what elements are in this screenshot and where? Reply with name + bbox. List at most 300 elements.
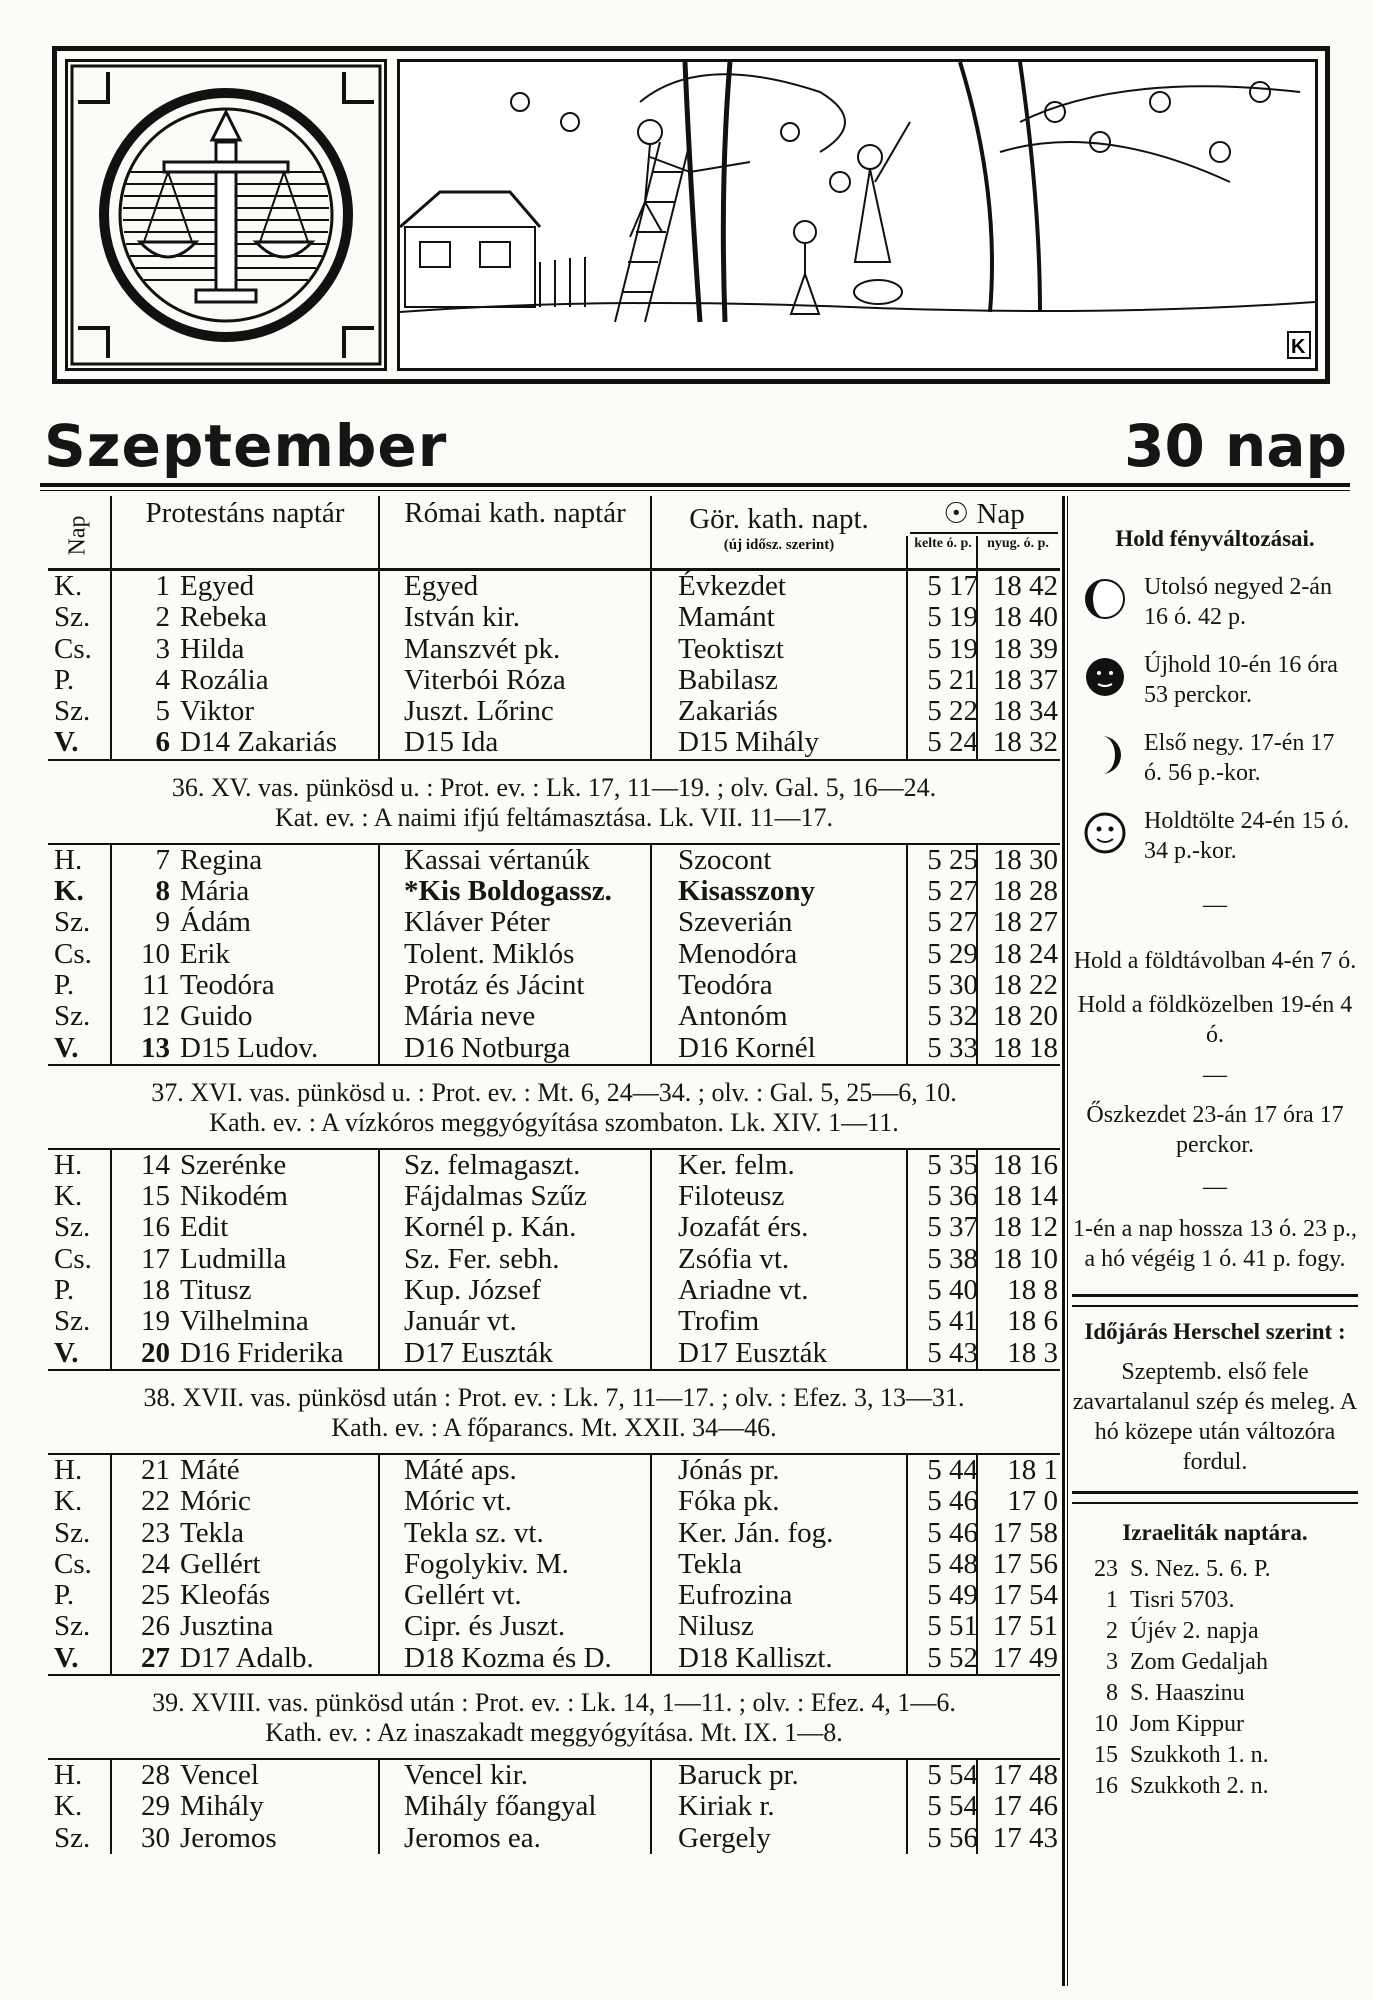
cell-rom: D17 Euszták	[404, 1336, 553, 1369]
cell-nyu: 17 58	[992, 1516, 1058, 1549]
cell-pro: Mária	[180, 875, 250, 908]
cell-day: K.	[54, 1180, 83, 1213]
cell-day: K.	[54, 1485, 83, 1518]
cell-nyu: 18 42	[992, 570, 1058, 602]
list-item	[1072, 1647, 1358, 1678]
cell-rom: Cipr. és Juszt.	[404, 1610, 566, 1643]
israel-day: 10	[1094, 1711, 1118, 1737]
cell-pro: Jeromos	[180, 1821, 277, 1854]
month-title: Szeptember	[44, 412, 448, 480]
cell-gor: Mamánt	[678, 601, 775, 634]
cell-nyu: 17 48	[992, 1759, 1058, 1792]
cell-gor: D18 Kalliszt.	[678, 1641, 833, 1674]
sidebar-divider	[1062, 496, 1065, 1986]
cell-gor: Fóka pk.	[678, 1485, 780, 1518]
cell-gor: Kisasszony	[678, 875, 815, 908]
cell-pro: Egyed	[180, 570, 255, 602]
week-block	[48, 1455, 1060, 1676]
cell-day: Sz.	[54, 1305, 91, 1338]
cell-num: 13	[141, 1031, 170, 1064]
cell-day: P.	[54, 968, 75, 1001]
cell-kel: 5 40	[927, 1274, 978, 1307]
cell-pro: Viktor	[180, 695, 254, 728]
sunday-gospel-note	[48, 1676, 1060, 1758]
phase-full-moon: Holdtölte 24-én 15 ó. 34 p.-kor.	[1072, 806, 1358, 884]
table-row	[48, 1823, 1060, 1854]
cell-kel: 5 30	[927, 968, 978, 1001]
israel-day: 8	[1106, 1680, 1118, 1706]
cell-kel: 5 37	[927, 1211, 978, 1244]
cell-kel: 5 43	[927, 1336, 978, 1369]
cell-kel: 5 54	[927, 1759, 978, 1792]
cell-kel: 5 19	[927, 632, 978, 665]
cell-pro: Titusz	[180, 1274, 252, 1307]
cell-kel: 5 24	[927, 726, 978, 759]
cell-kel: 5 56	[927, 1821, 978, 1854]
table-row	[48, 1244, 1060, 1275]
cell-gor: D16 Kornél	[678, 1031, 816, 1064]
phase-last-quarter: Utolsó negyed 2-án 16 ó. 42 p.	[1072, 572, 1358, 650]
cell-nyu: 18 34	[992, 695, 1058, 728]
cell-kel: 5 27	[927, 906, 978, 939]
table-row	[48, 571, 1060, 602]
cell-rom: D15 Ida	[404, 726, 499, 759]
cell-rom: Egyed	[404, 570, 479, 602]
cell-kel: 5 25	[927, 843, 978, 876]
table-row	[48, 1549, 1060, 1580]
cell-kel: 5 44	[927, 1453, 978, 1486]
cell-gor: D15 Mihály	[678, 726, 819, 759]
cell-num: 5	[155, 695, 170, 728]
cell-nyu: 18 8	[1007, 1274, 1058, 1307]
israel-event: S. Haaszinu	[1130, 1680, 1245, 1706]
table-header	[48, 496, 1060, 571]
week-block	[48, 571, 1060, 761]
cell-num: 24	[141, 1547, 170, 1580]
cell-pro: Teodóra	[180, 968, 275, 1001]
cell-pro: Nikodém	[180, 1180, 288, 1213]
cell-num: 23	[141, 1516, 170, 1549]
cell-day: Sz.	[54, 1000, 91, 1033]
cell-num: 25	[141, 1579, 170, 1612]
cell-num: 22	[141, 1485, 170, 1518]
cell-day: Sz.	[54, 1821, 91, 1854]
israel-event: Jom Kippur	[1130, 1711, 1244, 1737]
list-item	[1072, 1771, 1358, 1802]
table-row	[48, 1306, 1060, 1337]
israel-day: 1	[1106, 1587, 1118, 1613]
table-row	[48, 1580, 1060, 1611]
cell-kel: 5 33	[927, 1031, 978, 1064]
perigee-note: Hold a földközelben 19-én 4 ó.	[1077, 992, 1353, 1048]
cell-nyu: 18 14	[992, 1180, 1058, 1213]
cell-pro: Hilda	[180, 632, 245, 665]
cell-nyu: 18 24	[992, 937, 1058, 970]
cell-kel: 5 32	[927, 1000, 978, 1033]
table-row	[48, 939, 1060, 970]
cell-pro: Regina	[180, 843, 263, 876]
cell-pro: D14 Zakariás	[180, 726, 338, 759]
israel-day: 16	[1094, 1773, 1118, 1799]
cell-pro: Rebeka	[180, 601, 267, 634]
cell-nyu: 18 3	[1007, 1336, 1058, 1369]
calendar-table	[48, 496, 1060, 1854]
note-line: 38. XVII. vas. pünkösd után : Prot. ev. : Lk. 7, 11—17. ; olv. : Efez. 3, 13—31.	[143, 1382, 965, 1412]
cell-kel: 5 54	[927, 1790, 978, 1823]
week-block	[48, 1150, 1060, 1371]
cell-num: 26	[141, 1610, 170, 1643]
cell-pro: Erik	[180, 937, 230, 970]
libra-emblem	[65, 59, 387, 371]
cell-gor: Trofim	[678, 1305, 760, 1338]
table-row	[48, 1643, 1060, 1674]
cell-nyu: 18 16	[992, 1148, 1058, 1181]
table-row	[48, 1212, 1060, 1243]
cell-pro: Vencel	[180, 1759, 259, 1792]
artist-monogram: K	[1291, 336, 1306, 358]
cell-num: 3	[155, 632, 170, 665]
cell-day: Sz.	[54, 695, 91, 728]
cell-pro: Rozália	[180, 663, 269, 696]
cell-rom: Gellért vt.	[404, 1579, 522, 1612]
cell-num: 14	[141, 1148, 170, 1181]
cell-gor: Zakariás	[678, 695, 778, 728]
table-row	[48, 1518, 1060, 1549]
cell-rom: Kup. József	[404, 1274, 541, 1307]
cell-nyu: 18 18	[992, 1031, 1058, 1064]
cell-gor: Zsófia vt.	[678, 1242, 790, 1275]
cell-rom: Január vt.	[404, 1305, 517, 1338]
israelite-calendar-list	[1072, 1554, 1358, 1802]
cell-day: Sz.	[54, 1610, 91, 1643]
cell-num: 18	[141, 1274, 170, 1307]
list-item	[1072, 1616, 1358, 1647]
apple-harvest-illustration	[400, 62, 1315, 368]
cell-pro: Mihály	[180, 1790, 264, 1823]
cell-day: K.	[54, 1790, 83, 1823]
cell-kel: 5 19	[927, 601, 978, 634]
cell-kel: 5 17	[927, 570, 978, 602]
cell-nyu: 17 43	[992, 1821, 1058, 1854]
cell-nyu: 17 54	[992, 1579, 1058, 1612]
cell-pro: Ádám	[180, 906, 251, 939]
israelite-calendar-title: Izraeliták naptára.	[1122, 1520, 1308, 1545]
cell-nyu: 18 10	[992, 1242, 1058, 1275]
sunday-gospel-note	[48, 1066, 1060, 1148]
cell-day: P.	[54, 663, 75, 696]
cell-rom: Kassai vértanúk	[404, 843, 591, 876]
cell-gor: Kiriak r.	[678, 1790, 775, 1823]
israel-day: 15	[1094, 1742, 1118, 1768]
note-line: 39. XVIII. vas. pünkösd után : Prot. ev. : Lk. 14, 1—11. ; olv. : Efez. 4, 1—6.	[152, 1688, 956, 1718]
cell-nyu: 17 0	[1007, 1485, 1058, 1518]
cell-nyu: 18 32	[992, 726, 1058, 759]
cell-rom: D18 Kozma és D.	[404, 1641, 612, 1674]
sunday-gospel-note	[48, 1371, 1060, 1453]
cell-pro: Guido	[180, 1000, 253, 1033]
cell-gor: Filoteusz	[678, 1180, 785, 1213]
cell-gor: Nilusz	[678, 1610, 754, 1643]
cell-num: 1	[155, 570, 170, 602]
cell-num: 11	[142, 968, 170, 1001]
note-line: 36. XV. vas. pünkösd u. : Prot. ev. : Lk. 17, 11—19. ; olv. Gal. 5, 16—24.	[171, 772, 937, 802]
table-row	[48, 727, 1060, 758]
phase-first-quarter: Első negy. 17-én 17 ó. 56 p.-kor.	[1072, 728, 1358, 806]
sunday-gospel-note	[48, 761, 1060, 843]
cell-rom: Sz. Fer. sebh.	[404, 1242, 560, 1275]
israel-day: 3	[1106, 1649, 1118, 1675]
cell-rom: Kornél p. Kán.	[404, 1211, 577, 1244]
cell-nyu: 17 49	[992, 1641, 1058, 1674]
table-row	[48, 1611, 1060, 1642]
cell-num: 27	[141, 1641, 170, 1674]
cell-nyu: 18 40	[992, 601, 1058, 634]
title-rule	[40, 483, 1350, 487]
cell-rom: Jeromos ea.	[404, 1821, 541, 1854]
cell-rom: Tolent. Miklós	[404, 937, 575, 970]
list-item	[1072, 1740, 1358, 1771]
col-set-header: nyug. ó. p.	[987, 536, 1049, 551]
table-row	[48, 970, 1060, 1001]
apple-harvest-scene	[397, 59, 1318, 371]
cell-rom: Vencel kir.	[404, 1759, 529, 1792]
cell-kel: 5 35	[927, 1148, 978, 1181]
cell-gor: Antonóm	[678, 1000, 788, 1033]
cell-pro: D16 Friderika	[180, 1336, 344, 1369]
cell-day: K.	[54, 875, 84, 908]
libra-scales-icon	[68, 62, 384, 368]
cell-day: H.	[54, 1453, 83, 1486]
cell-num: 2	[155, 601, 170, 634]
israel-event: S. Nez. 5. 6. P.	[1130, 1556, 1271, 1582]
cell-day: Cs.	[54, 632, 92, 665]
list-item	[1072, 1554, 1358, 1585]
cell-pro: Gellért	[180, 1547, 261, 1580]
week-block	[48, 845, 1060, 1066]
israel-event: Újév 2. napja	[1130, 1618, 1259, 1644]
table-row	[48, 665, 1060, 696]
cell-gor: Gergely	[678, 1821, 771, 1854]
cell-pro: Szerénke	[180, 1148, 287, 1181]
cell-gor: Jónás pr.	[678, 1453, 780, 1486]
table-row	[48, 1033, 1060, 1064]
israel-event: Szukkoth 2. n.	[1130, 1773, 1269, 1799]
cell-nyu: 18 27	[992, 906, 1058, 939]
table-row	[48, 1791, 1060, 1822]
cell-kel: 5 29	[927, 937, 978, 970]
cell-gor: Menodóra	[678, 937, 798, 970]
sun-icon: ☉	[943, 498, 970, 530]
table-row	[48, 845, 1060, 876]
cell-day: Sz.	[54, 1211, 91, 1244]
sidebar-divider-thin	[1067, 496, 1068, 1986]
cell-gor: Ker. felm.	[678, 1148, 795, 1181]
note-line: Kath. ev. : A vízkóros meggyógyítása szombaton. Lk. XIV. 1—11.	[209, 1107, 899, 1137]
header-illustration	[52, 46, 1330, 384]
cell-nyu: 18 37	[992, 663, 1058, 696]
cell-num: 20	[141, 1336, 170, 1369]
note-line: Kat. ev. : A naimi ifjú feltámasztása. Lk. VII. 11—17.	[275, 802, 833, 832]
cell-pro: Móric	[180, 1485, 251, 1518]
cell-day: Cs.	[54, 1242, 92, 1275]
cell-gor: Jozafát érs.	[678, 1211, 809, 1244]
cell-num: 7	[155, 843, 170, 876]
cell-gor: Szocont	[678, 843, 772, 876]
cell-rom: D16 Notburga	[404, 1031, 571, 1064]
cell-num: 29	[141, 1790, 170, 1823]
table-row	[48, 1338, 1060, 1369]
weather-title: Időjárás Herschel szerint :	[1084, 1319, 1346, 1344]
cell-kel: 5 36	[927, 1180, 978, 1213]
cell-num: 9	[155, 906, 170, 939]
cell-pro: Tekla	[180, 1516, 244, 1549]
table-row	[48, 907, 1060, 938]
cell-day: Cs.	[54, 1547, 92, 1580]
cell-gor: Babilasz	[678, 663, 778, 696]
israel-event: Tisri 5703.	[1130, 1587, 1235, 1613]
apogee-note: Hold a földtávolban 4-én 7 ó.	[1073, 948, 1357, 974]
cell-rom: Juszt. Lőrinc	[404, 695, 554, 728]
cell-num: 10	[141, 937, 170, 970]
first-quarter-moon-icon	[1084, 734, 1126, 776]
day-length-note: 1-én a nap hossza 13 ó. 23 p., a hó végéig 1 ó. 41 p. fogy.	[1073, 1216, 1357, 1272]
table-row	[48, 1760, 1060, 1791]
new-moon-icon	[1084, 656, 1126, 698]
cell-day: Sz.	[54, 601, 91, 634]
cell-num: 15	[141, 1180, 170, 1213]
table-row	[48, 1181, 1060, 1212]
month-days: 30 nap	[1124, 412, 1347, 480]
table-row	[48, 602, 1060, 633]
moon-phases-title: Hold fényváltozásai.	[1115, 526, 1315, 551]
cell-nyu: 18 30	[992, 843, 1058, 876]
cell-rom: Sz. felmagaszt.	[404, 1148, 581, 1181]
cell-num: 28	[141, 1759, 170, 1792]
cell-nyu: 17 46	[992, 1790, 1058, 1823]
cell-nyu: 17 56	[992, 1547, 1058, 1580]
cell-num: 17	[141, 1242, 170, 1275]
cell-num: 21	[141, 1453, 170, 1486]
cell-rom: *Kis Boldogassz.	[404, 875, 612, 908]
cell-pro: Ludmilla	[180, 1242, 287, 1275]
cell-day: H.	[54, 843, 83, 876]
israel-event: Szukkoth 1. n.	[1130, 1742, 1269, 1768]
cell-rom: Viterbói Róza	[404, 663, 566, 696]
list-item	[1072, 1709, 1358, 1740]
cell-day: V.	[54, 726, 79, 759]
list-item	[1072, 1678, 1358, 1709]
cell-gor: Évkezdet	[678, 570, 786, 602]
cell-gor: Ariadne vt.	[678, 1274, 809, 1307]
cell-kel: 5 48	[927, 1547, 978, 1580]
cell-nyu: 17 51	[992, 1610, 1058, 1643]
cell-gor: Tekla	[678, 1547, 742, 1580]
cell-day: V.	[54, 1031, 79, 1064]
cell-pro: Kleofás	[180, 1579, 271, 1612]
cell-nyu: 18 6	[1007, 1305, 1058, 1338]
cell-kel: 5 38	[927, 1242, 978, 1275]
note-line: 37. XVI. vas. pünkösd u. : Prot. ev. : Mt. 6, 24—34. ; olv. : Gal. 5, 25—6, 10.	[151, 1077, 957, 1107]
cell-rom: Manszvét pk.	[404, 632, 561, 665]
col-sun-header: ☉ Nap	[910, 496, 1058, 534]
cell-day: P.	[54, 1274, 75, 1307]
cell-day: Sz.	[54, 1516, 91, 1549]
cell-gor: Eufrozina	[678, 1579, 793, 1612]
cell-pro: D17 Adalb.	[180, 1641, 314, 1674]
table-row	[48, 1455, 1060, 1486]
cell-num: 6	[155, 726, 170, 759]
cell-num: 8	[155, 875, 170, 908]
cell-kel: 5 21	[927, 663, 978, 696]
cell-day: H.	[54, 1759, 83, 1792]
cell-num: 19	[141, 1305, 170, 1338]
phase-new-moon: Újhold 10-én 16 óra 53 perckor.	[1072, 650, 1358, 728]
cell-gor: Ker. Ján. fog.	[678, 1516, 834, 1549]
note-line: Kath. ev. : A főparancs. Mt. XXII. 34—46.	[331, 1412, 777, 1442]
cell-nyu: 18 20	[992, 1000, 1058, 1033]
cell-pro: Edit	[180, 1211, 229, 1244]
autumn-start-note: Őszkezdet 23-án 17 óra 17 perckor.	[1086, 1102, 1344, 1158]
cell-kel: 5 22	[927, 695, 978, 728]
israel-day: 2	[1106, 1618, 1118, 1644]
cell-nyu: 18 1	[1007, 1453, 1058, 1486]
col-day-header: Nap	[64, 515, 91, 556]
cell-gor: Baruck pr.	[678, 1759, 799, 1792]
sidebar: Hold fényváltozásai. Utolsó negyed 2-án 16 ó. 42 p. Újhold 10-én 16 óra 53 perckor. Első negy. 17-én 17 ó. 56 p.-kor. Holdtölte 24-én 15 ó. 34 p.-kor. — Hold a földtávolban 4-én 7 ó. Hold a földközelben 19-én 4 ó. — Őszkezdet 23-án 17 óra 17 perckor. — 1-én a nap hossza 13 ó. 23 p., a hó végéig 1 ó. 41 p. fogy. Időjárás Herschel szerint : Szeptemb. első fele zavartalanul szép és meleg. A hó közepe után változóra fordul. Izraeliták naptára. 23 S. Nez. 5. 6. P. 1 Tisri 5703. 2 Újév 2. napja 3 Zom Gedaljah 8 S. Haaszinu 10 Jom Kippur 15 Szukkoth 1. n. 16 Szukkoth 2. n.	[1072, 496, 1358, 1802]
list-item	[1072, 1585, 1358, 1616]
cell-rom: Kláver Péter	[404, 906, 550, 939]
table-row	[48, 1486, 1060, 1517]
cell-nyu: 18 39	[992, 632, 1058, 665]
table-row	[48, 1001, 1060, 1032]
cell-day: P.	[54, 1579, 75, 1612]
cell-rom: Tekla sz. vt.	[404, 1516, 544, 1549]
last-quarter-moon-icon	[1084, 578, 1126, 620]
cell-num: 16	[141, 1211, 170, 1244]
table-row	[48, 1150, 1060, 1181]
cell-nyu: 18 12	[992, 1211, 1058, 1244]
cell-kel: 5 52	[927, 1641, 978, 1674]
cell-nyu: 18 28	[992, 875, 1058, 908]
israel-day: 23	[1094, 1556, 1118, 1582]
cell-rom: Móric vt.	[404, 1485, 512, 1518]
title-rule-thin	[40, 490, 1350, 491]
cell-gor: Teoktiszt	[678, 632, 784, 665]
cell-kel: 5 51	[927, 1610, 978, 1643]
cell-pro: Jusztina	[180, 1610, 274, 1643]
table-row	[48, 1275, 1060, 1306]
cell-rom: Mihály főangyal	[404, 1790, 597, 1823]
note-line: Kath. ev. : Az inaszakadt meggyógyítása. Mt. IX. 1—8.	[265, 1718, 843, 1748]
cell-kel: 5 41	[927, 1305, 978, 1338]
cell-rom: Fájdalmas Szűz	[404, 1180, 587, 1213]
israel-event: Zom Gedaljah	[1130, 1649, 1268, 1675]
cell-day: Cs.	[54, 937, 92, 970]
cell-day: V.	[54, 1641, 79, 1674]
cell-pro: D15 Ludov.	[180, 1031, 319, 1064]
cell-kel: 5 49	[927, 1579, 978, 1612]
cell-kel: 5 27	[927, 875, 978, 908]
col-protestant-header: Protestáns naptár	[145, 497, 345, 529]
weather-note: Szeptemb. első fele zavartalanul szép és meleg. A hó közepe után változóra fordul.	[1072, 1359, 1358, 1475]
cell-day: V.	[54, 1336, 79, 1369]
cell-gor: D17 Euszták	[678, 1336, 827, 1369]
cell-nyu: 18 22	[992, 968, 1058, 1001]
cell-day: Sz.	[54, 906, 91, 939]
full-moon-icon	[1084, 812, 1126, 854]
cell-rom: Mária neve	[404, 1000, 536, 1033]
cell-rom: Fogolykiv. M.	[404, 1547, 569, 1580]
